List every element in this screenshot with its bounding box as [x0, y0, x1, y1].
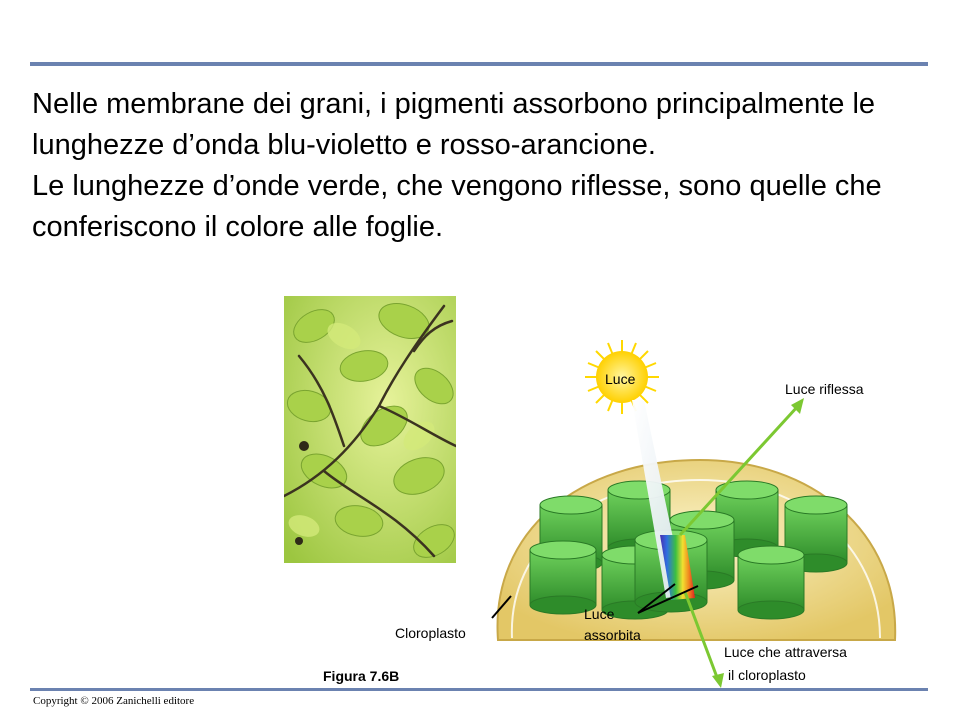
paragraph-absorption: Nelle membrane dei grani, i pigmenti assorbono principalmente le lunghezze d’onda blu-violetto e rosso-arancione.: [32, 88, 876, 161]
slide-body-text: [32, 84, 912, 248]
reflected-light-label: Luce riflessa: [785, 381, 864, 397]
top-divider: [30, 62, 928, 66]
transmitted-light-label-line2: il cloroplasto: [728, 667, 806, 683]
absorbed-light-label-line2: assorbita: [584, 627, 641, 643]
light-label: Luce: [605, 371, 636, 387]
absorbed-light-label-line1: Luce: [584, 606, 615, 622]
transmitted-light-label-line1: Luce che attraversa: [724, 644, 847, 660]
copyright-notice: Copyright © 2006 Zanichelli editore: [33, 695, 195, 707]
figure-label: Figura 7.6B: [323, 668, 400, 684]
chloroplast-label: Cloroplasto: [395, 625, 466, 641]
paragraph-reflection: Le lunghezze d’onde verde, che vengono riflesse, sono quelle che conferiscono il colore alle foglie.: [32, 170, 882, 243]
bottom-divider: [30, 688, 928, 691]
